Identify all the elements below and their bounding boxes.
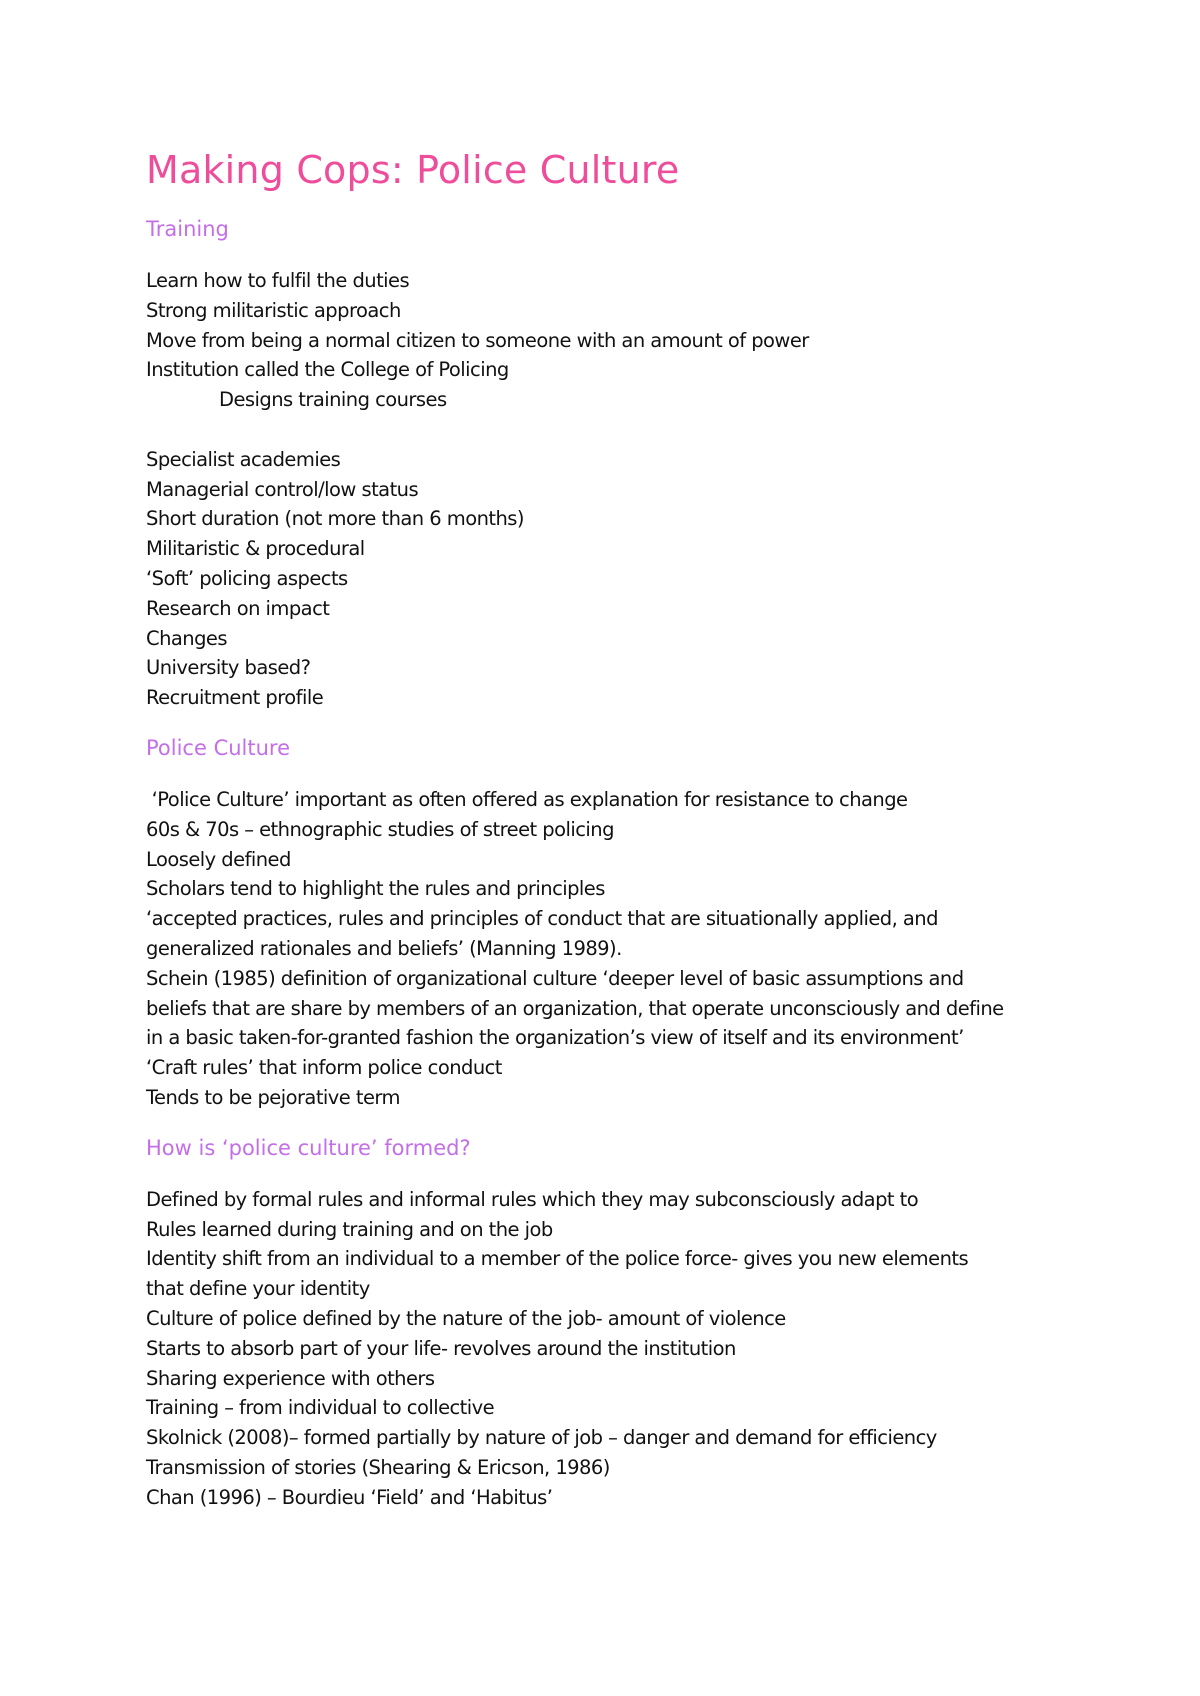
text-line: Tends to be pejorative term (146, 1085, 400, 1109)
text-line: Rules learned during training and on the job (146, 1217, 553, 1241)
text-line: Training – from individual to collective (146, 1396, 495, 1420)
text-line: Strong militaristic approach (146, 298, 401, 322)
text-line: Starts to absorb part of your life- revolves around the institution (146, 1336, 736, 1360)
text-line: Loosely defined (146, 847, 291, 871)
text-line: ‘Craft rules’ that inform police conduct (146, 1056, 502, 1080)
text-line: beliefs that are share by members of an organization, that operate unconsciously and define (146, 996, 1004, 1020)
text-line: Defined by formal rules and informal rules which they may subconsciously adapt to (146, 1187, 919, 1211)
text-line: Institution called the College of Policing (146, 358, 509, 382)
text-line: Scholars tend to highlight the rules and principles (146, 877, 605, 901)
text-line: Move from being a normal citizen to someone with an amount of power (146, 328, 809, 352)
section-how-formed (146, 1133, 1086, 1513)
text-line: Schein (1985) definition of organizational culture ‘deeper level of basic assumptions and (146, 966, 964, 990)
text-line: ‘Soft’ policing aspects (146, 566, 348, 590)
text-line: Short duration (not more than 6 months) (146, 507, 524, 531)
section-heading-how-formed: How is ‘police culture’ formed? (146, 1135, 471, 1160)
section-police-culture-lines (146, 785, 1086, 1113)
text-line: Culture of police defined by the nature of the job- amount of violence (146, 1306, 786, 1330)
text-line: Transmission of stories (Shearing & Ericson, 1986) (146, 1455, 610, 1479)
section-heading-police-culture: Police Culture (146, 735, 291, 760)
text-line: Changes (146, 626, 227, 650)
text-line: Skolnick (2008)– formed partially by nature of job – danger and demand for efficiency (146, 1426, 937, 1450)
section-training (146, 214, 1086, 713)
text-line: ‘accepted practices, rules and principles of conduct that are situationally applied, and (146, 907, 938, 931)
document-title: Making Cops: Police Culture (146, 148, 680, 192)
text-line: generalized rationales and beliefs’ (Manning 1989). (146, 936, 622, 960)
section-heading-training: Training (146, 217, 229, 241)
text-line: ‘Police Culture’ important as often offered as explanation for resistance to change (146, 787, 908, 811)
text-line: in a basic taken-for-granted fashion the organization’s view of itself and its environment’ (146, 1026, 964, 1050)
section-training-lines (146, 266, 1086, 713)
text-line: Specialist academies (146, 447, 341, 471)
text-line: Managerial control/low status (146, 477, 419, 501)
text-line: Research on impact (146, 596, 330, 620)
text-line: that define your identity (146, 1277, 370, 1301)
text-line-indented: Designs training courses (219, 388, 447, 412)
text-line: Chan (1996) – Bourdieu ‘Field’ and ‘Habitus’ (146, 1485, 553, 1509)
section-police-culture (146, 733, 1086, 1113)
section-how-formed-lines (146, 1185, 1086, 1513)
text-line: Learn how to fulfil the duties (146, 269, 410, 292)
text-line: Militaristic & procedural (146, 537, 365, 561)
text-line: University based? (146, 656, 311, 680)
text-line: Sharing experience with others (146, 1366, 435, 1390)
document-page (146, 140, 1086, 1512)
blank-line (146, 415, 1086, 445)
text-line: 60s & 70s – ethnographic studies of street policing (146, 817, 614, 841)
text-line: Recruitment profile (146, 686, 324, 710)
text-line: Identity shift from an individual to a member of the police force- gives you new elements (146, 1247, 969, 1271)
